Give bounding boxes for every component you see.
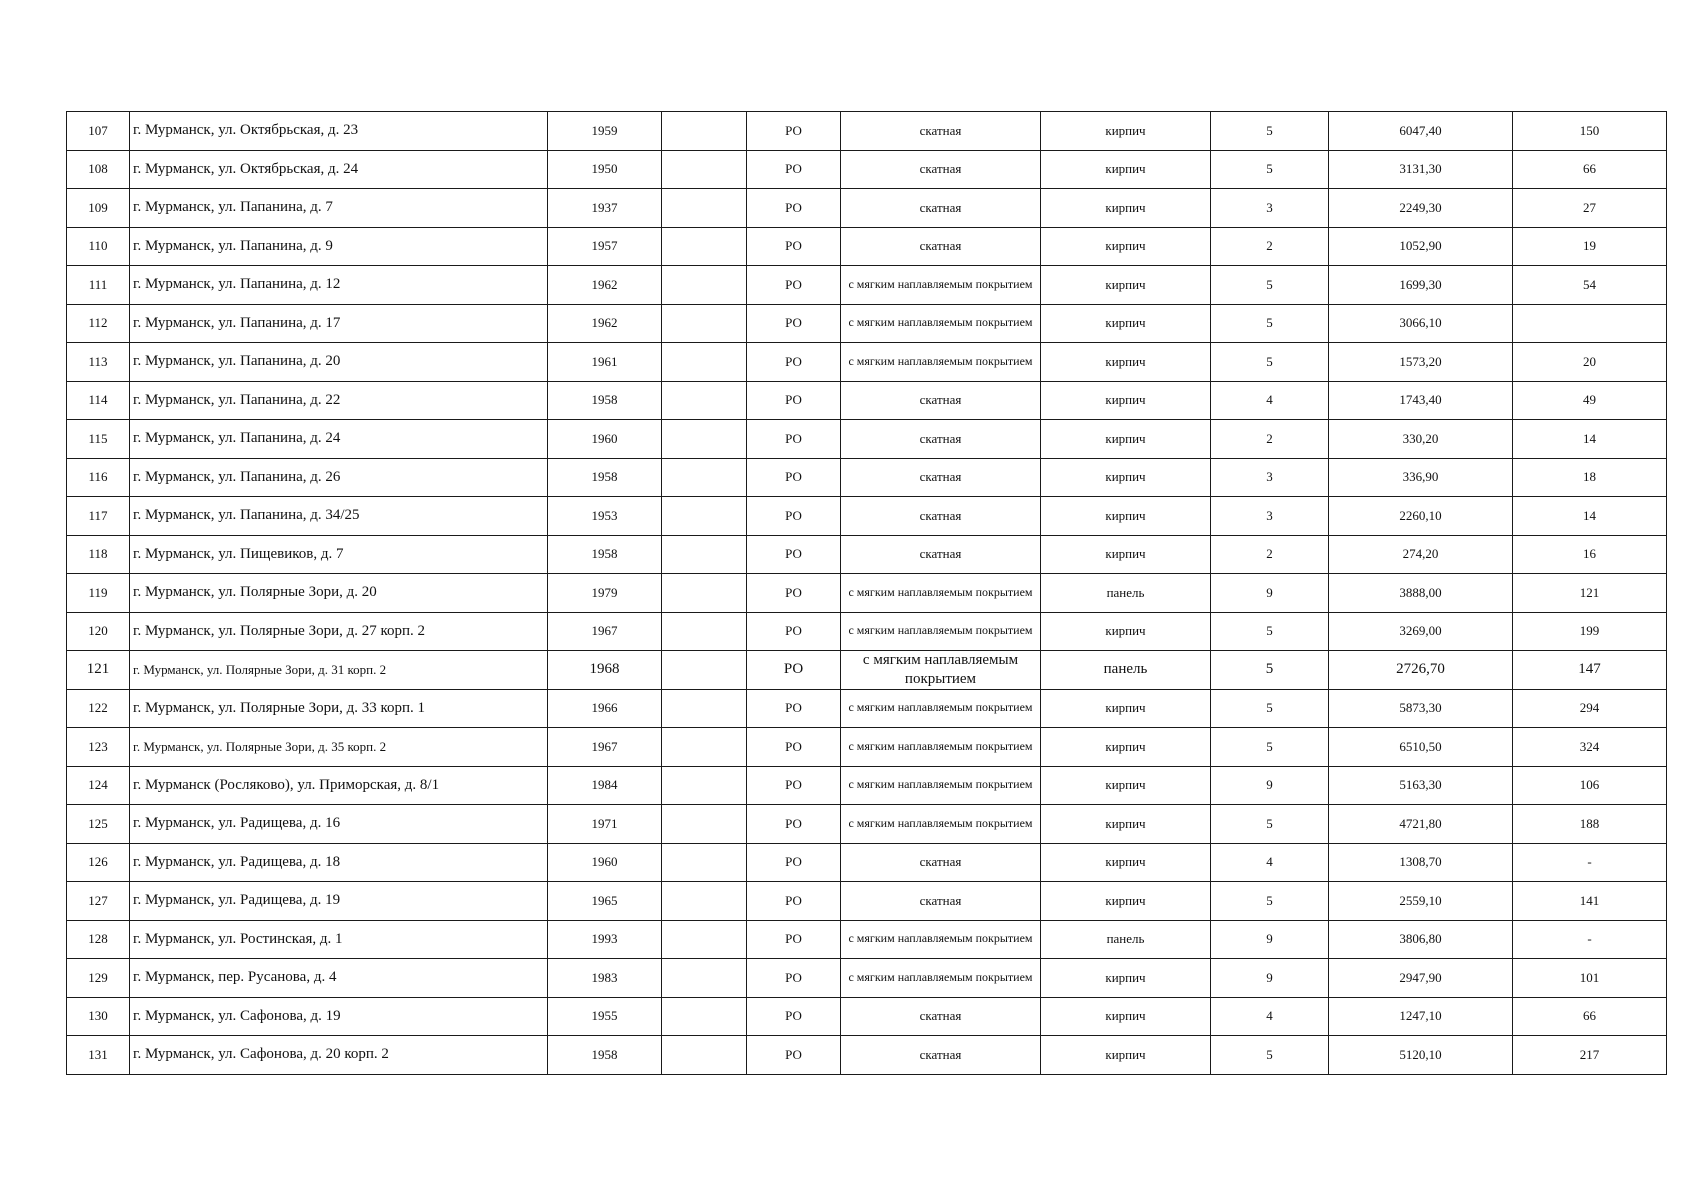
row-number-cell: 129 bbox=[67, 959, 130, 998]
empty-cell bbox=[662, 612, 747, 651]
roof-type-cell: с мягким наплавляемым покрытием bbox=[841, 266, 1041, 305]
roof-type-cell: скатная bbox=[841, 189, 1041, 228]
floors-cell: 3 bbox=[1211, 189, 1329, 228]
row-number-cell: 125 bbox=[67, 805, 130, 844]
residents-cell: 106 bbox=[1513, 766, 1667, 805]
empty-cell bbox=[662, 343, 747, 382]
area-cell: 6510,50 bbox=[1329, 728, 1513, 767]
row-number-cell: 121 bbox=[67, 651, 130, 690]
row-number-cell: 118 bbox=[67, 535, 130, 574]
program-code-cell: РО bbox=[747, 381, 841, 420]
address-cell: г. Мурманск, ул. Полярные Зори, д. 33 корп. 1 bbox=[130, 689, 548, 728]
residents-cell: 19 bbox=[1513, 227, 1667, 266]
table-row bbox=[67, 574, 1667, 613]
table-row bbox=[67, 497, 1667, 536]
program-code-cell: РО bbox=[747, 189, 841, 228]
table-row bbox=[67, 420, 1667, 459]
address-cell: г. Мурманск, ул. Полярные Зори, д. 27 корп. 2 bbox=[130, 612, 548, 651]
floors-cell: 5 bbox=[1211, 1036, 1329, 1075]
empty-cell bbox=[662, 112, 747, 151]
year-built-cell: 1979 bbox=[548, 574, 662, 613]
floors-cell: 5 bbox=[1211, 689, 1329, 728]
row-number-cell: 128 bbox=[67, 920, 130, 959]
roof-type-cell: с мягким наплавляемым покрытием bbox=[841, 304, 1041, 343]
program-code-cell: РО bbox=[747, 689, 841, 728]
year-built-cell: 1957 bbox=[548, 227, 662, 266]
row-number-cell: 120 bbox=[67, 612, 130, 651]
residents-cell: 54 bbox=[1513, 266, 1667, 305]
table-row bbox=[67, 843, 1667, 882]
program-code-cell: РО bbox=[747, 343, 841, 382]
residents-cell: 199 bbox=[1513, 612, 1667, 651]
address-cell: г. Мурманск, ул. Сафонова, д. 20 корп. 2 bbox=[130, 1036, 548, 1075]
program-code-cell: РО bbox=[747, 766, 841, 805]
area-cell: 5120,10 bbox=[1329, 1036, 1513, 1075]
wall-material-cell: кирпич bbox=[1041, 843, 1211, 882]
roof-type-cell: с мягким наплавляемым покрытием bbox=[841, 920, 1041, 959]
roof-type-cell: с мягким наплавляемым покрытием bbox=[841, 766, 1041, 805]
address-cell: г. Мурманск, ул. Папанина, д. 7 bbox=[130, 189, 548, 228]
wall-material-cell: кирпич bbox=[1041, 535, 1211, 574]
row-number-cell: 109 bbox=[67, 189, 130, 228]
year-built-cell: 1960 bbox=[548, 420, 662, 459]
roof-type-cell: скатная bbox=[841, 112, 1041, 151]
year-built-cell: 1953 bbox=[548, 497, 662, 536]
wall-material-cell: кирпич bbox=[1041, 497, 1211, 536]
area-cell: 1308,70 bbox=[1329, 843, 1513, 882]
year-built-cell: 1983 bbox=[548, 959, 662, 998]
wall-material-cell: кирпич bbox=[1041, 882, 1211, 921]
program-code-cell: РО bbox=[747, 843, 841, 882]
wall-material-cell: панель bbox=[1041, 920, 1211, 959]
residents-cell: 188 bbox=[1513, 805, 1667, 844]
empty-cell bbox=[662, 420, 747, 459]
year-built-cell: 1962 bbox=[548, 266, 662, 305]
address-cell: г. Мурманск (Росляково), ул. Приморская, д. 8/1 bbox=[130, 766, 548, 805]
table-row bbox=[67, 535, 1667, 574]
row-number-cell: 126 bbox=[67, 843, 130, 882]
roof-type-cell: скатная bbox=[841, 458, 1041, 497]
address-cell: г. Мурманск, ул. Папанина, д. 22 bbox=[130, 381, 548, 420]
year-built-cell: 1959 bbox=[548, 112, 662, 151]
address-cell: г. Мурманск, ул. Папанина, д. 9 bbox=[130, 227, 548, 266]
year-built-cell: 1950 bbox=[548, 150, 662, 189]
year-built-cell: 1962 bbox=[548, 304, 662, 343]
row-number-cell: 117 bbox=[67, 497, 130, 536]
wall-material-cell: кирпич bbox=[1041, 227, 1211, 266]
floors-cell: 4 bbox=[1211, 997, 1329, 1036]
floors-cell: 9 bbox=[1211, 920, 1329, 959]
row-number-cell: 131 bbox=[67, 1036, 130, 1075]
wall-material-cell: кирпич bbox=[1041, 689, 1211, 728]
roof-type-cell: с мягким наплавляемым покрытием bbox=[841, 651, 1041, 690]
residents-cell: 150 bbox=[1513, 112, 1667, 151]
program-code-cell: РО bbox=[747, 959, 841, 998]
area-cell: 1573,20 bbox=[1329, 343, 1513, 382]
year-built-cell: 1966 bbox=[548, 689, 662, 728]
program-code-cell: РО bbox=[747, 227, 841, 266]
program-code-cell: РО bbox=[747, 420, 841, 459]
year-built-cell: 1993 bbox=[548, 920, 662, 959]
address-cell: г. Мурманск, ул. Ростинская, д. 1 bbox=[130, 920, 548, 959]
residents-cell bbox=[1513, 304, 1667, 343]
roof-type-cell: скатная bbox=[841, 997, 1041, 1036]
wall-material-cell: кирпич bbox=[1041, 304, 1211, 343]
empty-cell bbox=[662, 651, 747, 690]
table-row bbox=[67, 266, 1667, 305]
program-code-cell: РО bbox=[747, 535, 841, 574]
residents-cell: 49 bbox=[1513, 381, 1667, 420]
table-row bbox=[67, 112, 1667, 151]
roof-type-cell: с мягким наплавляемым покрытием bbox=[841, 612, 1041, 651]
year-built-cell: 1937 bbox=[548, 189, 662, 228]
table-row bbox=[67, 189, 1667, 228]
row-number-cell: 113 bbox=[67, 343, 130, 382]
year-built-cell: 1984 bbox=[548, 766, 662, 805]
roof-type-cell: скатная bbox=[841, 420, 1041, 459]
residents-cell: 20 bbox=[1513, 343, 1667, 382]
floors-cell: 5 bbox=[1211, 882, 1329, 921]
area-cell: 2726,70 bbox=[1329, 651, 1513, 690]
residents-cell: - bbox=[1513, 843, 1667, 882]
floors-cell: 3 bbox=[1211, 458, 1329, 497]
area-cell: 6047,40 bbox=[1329, 112, 1513, 151]
wall-material-cell: кирпич bbox=[1041, 458, 1211, 497]
wall-material-cell: кирпич bbox=[1041, 266, 1211, 305]
residents-cell: 217 bbox=[1513, 1036, 1667, 1075]
program-code-cell: РО bbox=[747, 574, 841, 613]
area-cell: 1247,10 bbox=[1329, 997, 1513, 1036]
row-number-cell: 119 bbox=[67, 574, 130, 613]
residents-cell: 66 bbox=[1513, 150, 1667, 189]
empty-cell bbox=[662, 266, 747, 305]
area-cell: 5873,30 bbox=[1329, 689, 1513, 728]
floors-cell: 5 bbox=[1211, 266, 1329, 305]
wall-material-cell: кирпич bbox=[1041, 612, 1211, 651]
empty-cell bbox=[662, 728, 747, 767]
address-cell: г. Мурманск, ул. Радищева, д. 19 bbox=[130, 882, 548, 921]
floors-cell: 5 bbox=[1211, 150, 1329, 189]
row-number-cell: 114 bbox=[67, 381, 130, 420]
table-row bbox=[67, 612, 1667, 651]
empty-cell bbox=[662, 689, 747, 728]
row-number-cell: 122 bbox=[67, 689, 130, 728]
roof-type-cell: скатная bbox=[841, 535, 1041, 574]
wall-material-cell: панель bbox=[1041, 574, 1211, 613]
area-cell: 274,20 bbox=[1329, 535, 1513, 574]
program-code-cell: РО bbox=[747, 458, 841, 497]
empty-cell bbox=[662, 497, 747, 536]
roof-type-cell: с мягким наплавляемым покрытием bbox=[841, 343, 1041, 382]
address-cell: г. Мурманск, ул. Полярные Зори, д. 35 корп. 2 bbox=[130, 728, 548, 767]
area-cell: 330,20 bbox=[1329, 420, 1513, 459]
address-cell: г. Мурманск, ул. Папанина, д. 26 bbox=[130, 458, 548, 497]
address-cell: г. Мурманск, ул. Папанина, д. 34/25 bbox=[130, 497, 548, 536]
address-cell: г. Мурманск, ул. Радищева, д. 18 bbox=[130, 843, 548, 882]
area-cell: 3066,10 bbox=[1329, 304, 1513, 343]
table-row bbox=[67, 1036, 1667, 1075]
floors-cell: 2 bbox=[1211, 420, 1329, 459]
roof-type-cell: скатная bbox=[841, 150, 1041, 189]
empty-cell bbox=[662, 574, 747, 613]
row-number-cell: 108 bbox=[67, 150, 130, 189]
empty-cell bbox=[662, 920, 747, 959]
address-cell: г. Мурманск, ул. Октябрьская, д. 24 bbox=[130, 150, 548, 189]
residents-cell: 27 bbox=[1513, 189, 1667, 228]
floors-cell: 3 bbox=[1211, 497, 1329, 536]
program-code-cell: РО bbox=[747, 882, 841, 921]
table-row bbox=[67, 304, 1667, 343]
roof-type-cell: с мягким наплавляемым покрытием bbox=[841, 689, 1041, 728]
table-row bbox=[67, 227, 1667, 266]
wall-material-cell: кирпич bbox=[1041, 997, 1211, 1036]
area-cell: 1052,90 bbox=[1329, 227, 1513, 266]
row-number-cell: 127 bbox=[67, 882, 130, 921]
year-built-cell: 1971 bbox=[548, 805, 662, 844]
area-cell: 5163,30 bbox=[1329, 766, 1513, 805]
floors-cell: 2 bbox=[1211, 535, 1329, 574]
address-cell: г. Мурманск, ул. Октябрьская, д. 23 bbox=[130, 112, 548, 151]
area-cell: 2559,10 bbox=[1329, 882, 1513, 921]
floors-cell: 5 bbox=[1211, 304, 1329, 343]
wall-material-cell: кирпич bbox=[1041, 805, 1211, 844]
table-row bbox=[67, 766, 1667, 805]
empty-cell bbox=[662, 959, 747, 998]
empty-cell bbox=[662, 882, 747, 921]
table-row bbox=[67, 997, 1667, 1036]
table-row bbox=[67, 651, 1667, 690]
wall-material-cell: панель bbox=[1041, 651, 1211, 690]
floors-cell: 4 bbox=[1211, 381, 1329, 420]
wall-material-cell: кирпич bbox=[1041, 1036, 1211, 1075]
floors-cell: 5 bbox=[1211, 728, 1329, 767]
table-row bbox=[67, 882, 1667, 921]
year-built-cell: 1967 bbox=[548, 728, 662, 767]
roof-type-cell: скатная bbox=[841, 381, 1041, 420]
row-number-cell: 110 bbox=[67, 227, 130, 266]
empty-cell bbox=[662, 1036, 747, 1075]
row-number-cell: 130 bbox=[67, 997, 130, 1036]
floors-cell: 5 bbox=[1211, 343, 1329, 382]
empty-cell bbox=[662, 150, 747, 189]
area-cell: 2947,90 bbox=[1329, 959, 1513, 998]
area-cell: 1699,30 bbox=[1329, 266, 1513, 305]
wall-material-cell: кирпич bbox=[1041, 343, 1211, 382]
document-page bbox=[66, 111, 1666, 1075]
program-code-cell: РО bbox=[747, 997, 841, 1036]
floors-cell: 5 bbox=[1211, 651, 1329, 690]
residents-cell: - bbox=[1513, 920, 1667, 959]
program-code-cell: РО bbox=[747, 920, 841, 959]
residents-cell: 147 bbox=[1513, 651, 1667, 690]
program-code-cell: РО bbox=[747, 612, 841, 651]
empty-cell bbox=[662, 381, 747, 420]
program-code-cell: РО bbox=[747, 651, 841, 690]
area-cell: 336,90 bbox=[1329, 458, 1513, 497]
address-cell: г. Мурманск, ул. Папанина, д. 12 bbox=[130, 266, 548, 305]
wall-material-cell: кирпич bbox=[1041, 420, 1211, 459]
year-built-cell: 1958 bbox=[548, 458, 662, 497]
residents-cell: 16 bbox=[1513, 535, 1667, 574]
table-row bbox=[67, 689, 1667, 728]
address-cell: г. Мурманск, ул. Сафонова, д. 19 bbox=[130, 997, 548, 1036]
roof-type-cell: с мягким наплавляемым покрытием bbox=[841, 805, 1041, 844]
residents-cell: 14 bbox=[1513, 420, 1667, 459]
empty-cell bbox=[662, 843, 747, 882]
area-cell: 3888,00 bbox=[1329, 574, 1513, 613]
table-row bbox=[67, 381, 1667, 420]
table-row bbox=[67, 805, 1667, 844]
program-code-cell: РО bbox=[747, 805, 841, 844]
floors-cell: 9 bbox=[1211, 959, 1329, 998]
row-number-cell: 123 bbox=[67, 728, 130, 767]
address-cell: г. Мурманск, ул. Папанина, д. 24 bbox=[130, 420, 548, 459]
address-cell: г. Мурманск, ул. Папанина, д. 17 bbox=[130, 304, 548, 343]
housing-register-table bbox=[66, 111, 1667, 1075]
roof-type-cell: скатная bbox=[841, 497, 1041, 536]
residents-cell: 141 bbox=[1513, 882, 1667, 921]
roof-type-cell: скатная bbox=[841, 843, 1041, 882]
residents-cell: 294 bbox=[1513, 689, 1667, 728]
empty-cell bbox=[662, 805, 747, 844]
roof-type-cell: скатная bbox=[841, 227, 1041, 266]
row-number-cell: 116 bbox=[67, 458, 130, 497]
area-cell: 3131,30 bbox=[1329, 150, 1513, 189]
year-built-cell: 1960 bbox=[548, 843, 662, 882]
table-body bbox=[67, 112, 1667, 1075]
area-cell: 1743,40 bbox=[1329, 381, 1513, 420]
year-built-cell: 1958 bbox=[548, 381, 662, 420]
wall-material-cell: кирпич bbox=[1041, 381, 1211, 420]
residents-cell: 14 bbox=[1513, 497, 1667, 536]
area-cell: 3269,00 bbox=[1329, 612, 1513, 651]
residents-cell: 121 bbox=[1513, 574, 1667, 613]
area-cell: 4721,80 bbox=[1329, 805, 1513, 844]
program-code-cell: РО bbox=[747, 728, 841, 767]
empty-cell bbox=[662, 535, 747, 574]
empty-cell bbox=[662, 458, 747, 497]
address-cell: г. Мурманск, ул. Полярные Зори, д. 20 bbox=[130, 574, 548, 613]
year-built-cell: 1961 bbox=[548, 343, 662, 382]
floors-cell: 9 bbox=[1211, 766, 1329, 805]
address-cell: г. Мурманск, ул. Пищевиков, д. 7 bbox=[130, 535, 548, 574]
empty-cell bbox=[662, 189, 747, 228]
table-row bbox=[67, 728, 1667, 767]
table-row bbox=[67, 920, 1667, 959]
residents-cell: 101 bbox=[1513, 959, 1667, 998]
wall-material-cell: кирпич bbox=[1041, 112, 1211, 151]
year-built-cell: 1958 bbox=[548, 535, 662, 574]
row-number-cell: 107 bbox=[67, 112, 130, 151]
floors-cell: 5 bbox=[1211, 805, 1329, 844]
area-cell: 2260,10 bbox=[1329, 497, 1513, 536]
row-number-cell: 112 bbox=[67, 304, 130, 343]
empty-cell bbox=[662, 227, 747, 266]
wall-material-cell: кирпич bbox=[1041, 150, 1211, 189]
year-built-cell: 1967 bbox=[548, 612, 662, 651]
empty-cell bbox=[662, 766, 747, 805]
roof-type-cell: скатная bbox=[841, 1036, 1041, 1075]
year-built-cell: 1958 bbox=[548, 1036, 662, 1075]
year-built-cell: 1955 bbox=[548, 997, 662, 1036]
empty-cell bbox=[662, 304, 747, 343]
program-code-cell: РО bbox=[747, 304, 841, 343]
empty-cell bbox=[662, 997, 747, 1036]
roof-type-cell: с мягким наплавляемым покрытием bbox=[841, 574, 1041, 613]
row-number-cell: 111 bbox=[67, 266, 130, 305]
residents-cell: 324 bbox=[1513, 728, 1667, 767]
residents-cell: 18 bbox=[1513, 458, 1667, 497]
wall-material-cell: кирпич bbox=[1041, 766, 1211, 805]
table-row bbox=[67, 959, 1667, 998]
program-code-cell: РО bbox=[747, 266, 841, 305]
floors-cell: 9 bbox=[1211, 574, 1329, 613]
floors-cell: 2 bbox=[1211, 227, 1329, 266]
address-cell: г. Мурманск, ул. Радищева, д. 16 bbox=[130, 805, 548, 844]
floors-cell: 5 bbox=[1211, 112, 1329, 151]
table-row bbox=[67, 150, 1667, 189]
year-built-cell: 1965 bbox=[548, 882, 662, 921]
wall-material-cell: кирпич bbox=[1041, 959, 1211, 998]
wall-material-cell: кирпич bbox=[1041, 189, 1211, 228]
floors-cell: 5 bbox=[1211, 612, 1329, 651]
roof-type-cell: скатная bbox=[841, 882, 1041, 921]
roof-type-cell: с мягким наплавляемым покрытием bbox=[841, 728, 1041, 767]
program-code-cell: РО bbox=[747, 150, 841, 189]
program-code-cell: РО bbox=[747, 112, 841, 151]
row-number-cell: 115 bbox=[67, 420, 130, 459]
program-code-cell: РО bbox=[747, 497, 841, 536]
table-row bbox=[67, 343, 1667, 382]
floors-cell: 4 bbox=[1211, 843, 1329, 882]
address-cell: г. Мурманск, пер. Русанова, д. 4 bbox=[130, 959, 548, 998]
address-cell: г. Мурманск, ул. Полярные Зори, д. 31 корп. 2 bbox=[130, 651, 548, 690]
roof-type-cell: с мягким наплавляемым покрытием bbox=[841, 959, 1041, 998]
address-cell: г. Мурманск, ул. Папанина, д. 20 bbox=[130, 343, 548, 382]
residents-cell: 66 bbox=[1513, 997, 1667, 1036]
area-cell: 2249,30 bbox=[1329, 189, 1513, 228]
row-number-cell: 124 bbox=[67, 766, 130, 805]
table-row bbox=[67, 458, 1667, 497]
program-code-cell: РО bbox=[747, 1036, 841, 1075]
wall-material-cell: кирпич bbox=[1041, 728, 1211, 767]
year-built-cell: 1968 bbox=[548, 651, 662, 690]
area-cell: 3806,80 bbox=[1329, 920, 1513, 959]
